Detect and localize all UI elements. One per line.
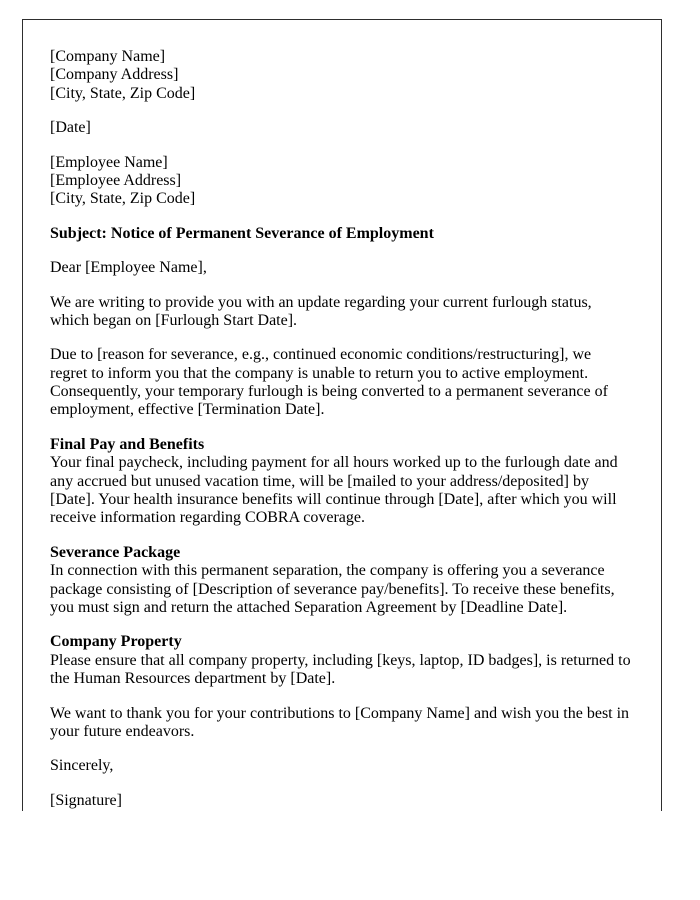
section-heading-final-pay: Final Pay and Benefits (50, 435, 205, 453)
section-body-severance-package: In connection with this permanent separation, the company is offering you a severance package consisting of [Description of severance pay/benefits]. To receive these benefits, you must sign and return the attached Separation Agreement by [Deadline Date]. (50, 562, 615, 616)
reason-paragraph: Due to [reason for severance, e.g., continued economic conditions/restructuring], we regret to inform you that the company is unable to return you to active employment. Consequently, your temporary furlough is being converted to a permanent severance of employment, effective [Termination Date]. (50, 346, 608, 419)
section-heading-company-property: Company Property (50, 633, 182, 651)
closing: Sincerely, (50, 757, 114, 775)
signature-placeholder: [Signature] (50, 791, 122, 809)
section-body-company-property: Please ensure that all company property, including [keys, laptop, ID badges], is returned to the Human Resources department by [Date]. (50, 651, 631, 688)
sender-company-name: [Company Name] (50, 48, 166, 65)
recipient-address: [Employee Address] (50, 171, 182, 189)
section-company-property (50, 633, 632, 688)
recipient-city-state-zip: [City, State, Zip Code] (50, 190, 196, 208)
thanks-paragraph: We want to thank you for your contributions to [Company Name] and wish you the best in your future endeavors. (50, 704, 630, 740)
section-heading-severance-package: Severance Package (50, 543, 181, 561)
sender-city-state-zip: [City, State, Zip Code] (50, 84, 196, 102)
subject-line: Subject: Notice of Permanent Severance of Employment (50, 224, 434, 242)
letter-container (22, 19, 662, 811)
salutation: Dear [Employee Name], (50, 259, 207, 277)
sender-company-address: [Company Address] (50, 66, 179, 84)
recipient-name: [Employee Name] (50, 153, 168, 171)
section-body-final-pay: Your final paycheck, including payment for all hours worked up to the furlough date and any accrued but unused vacation time, will be [mailed to your address/deposited] by [Date]. Your health insurance benefits will continue through [Date], after which you will receive information regarding COBRA coverage. (50, 454, 618, 527)
section-final-pay (50, 436, 632, 528)
recipient-address-block (50, 154, 632, 209)
intro-paragraph: We are writing to provide you with an update regarding your current furlough status, which began on [Furlough Start Date]. (50, 293, 592, 329)
sender-address-block (50, 48, 632, 103)
date-line: [Date] (50, 119, 91, 137)
section-severance-package (50, 544, 632, 618)
